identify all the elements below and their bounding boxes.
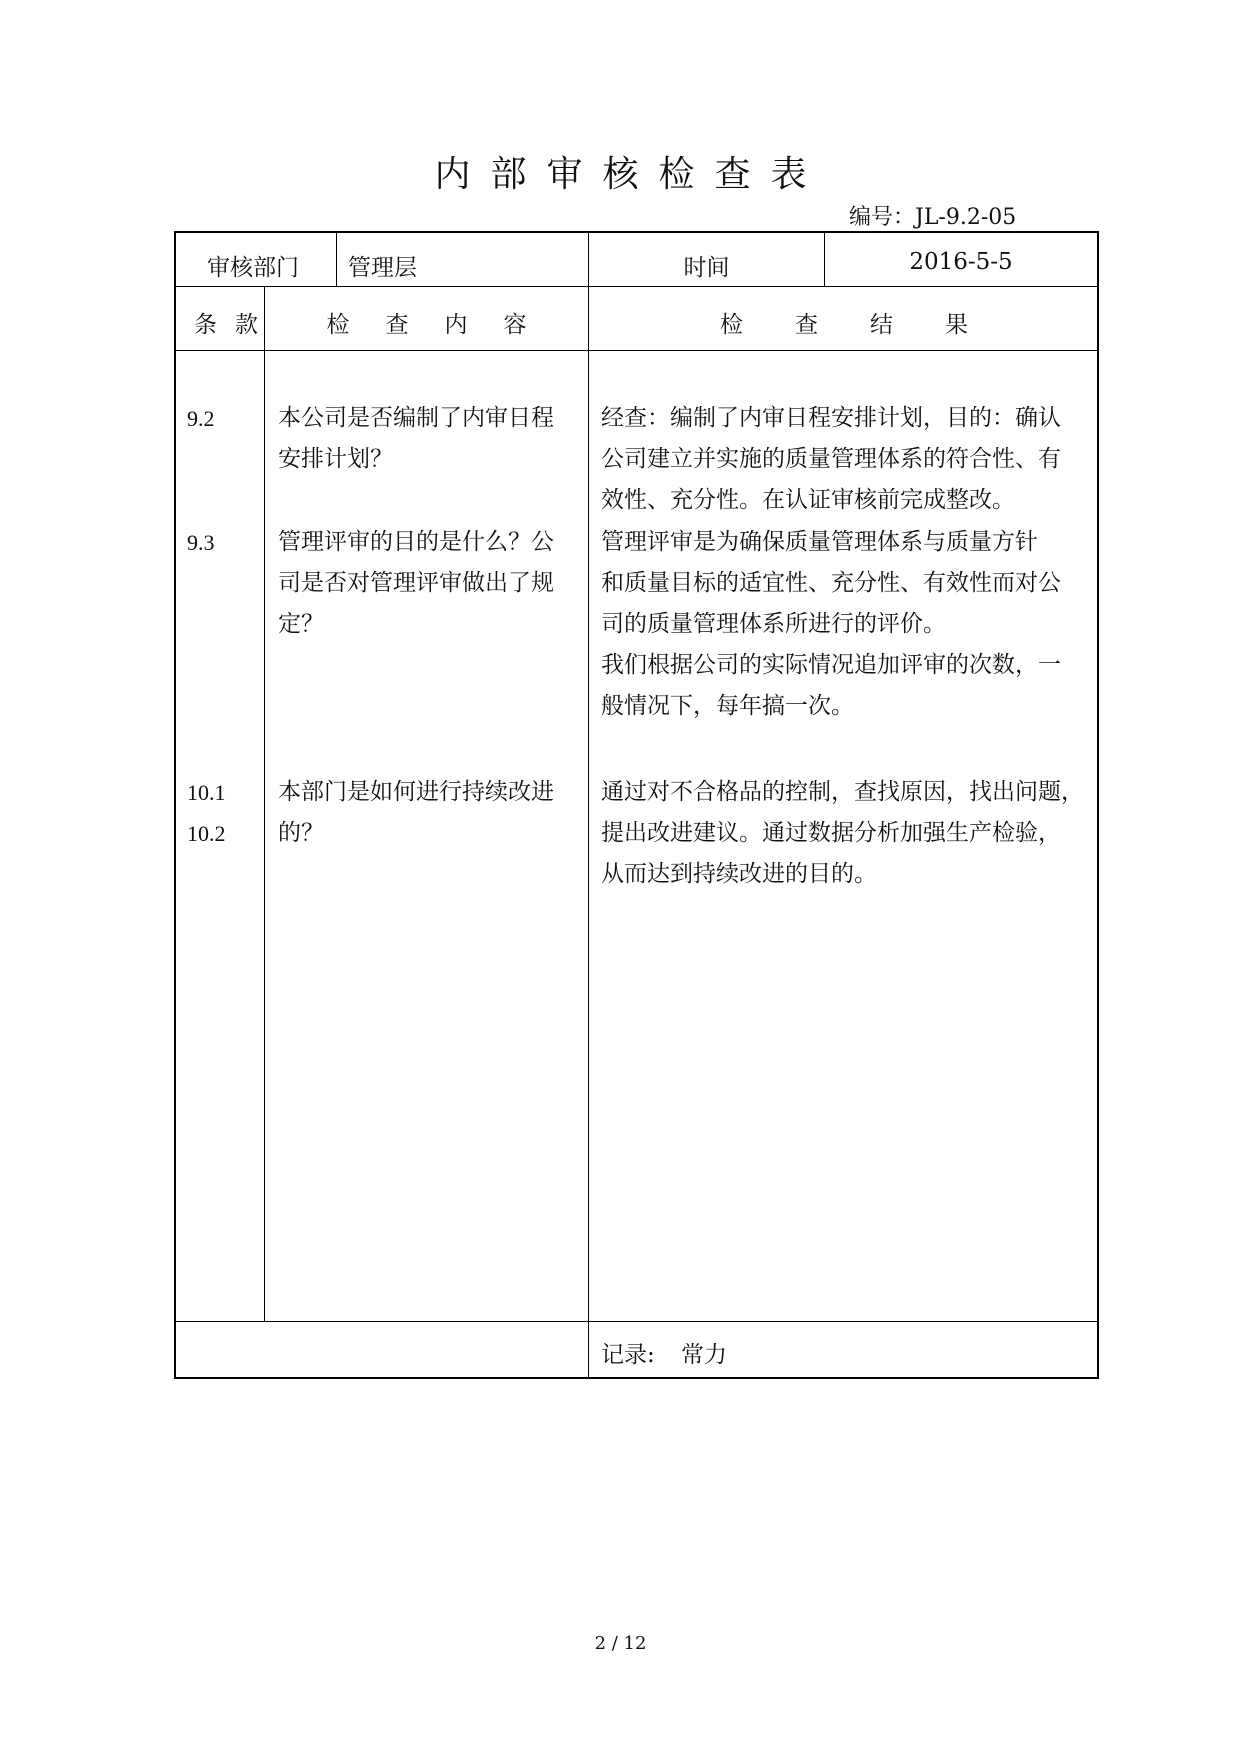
clause-divider [264,286,265,1321]
page-number: 2 / 12 [594,1633,647,1654]
column-header-divider [174,350,1099,351]
header-row-divider [174,286,1099,287]
middle-divider [588,231,589,1379]
result-header: 检查结果 [720,312,1020,338]
document-title: 内部审核检查表 [434,154,827,195]
clause-number: 9.2 [187,406,215,431]
record-row-divider [174,1321,1099,1322]
check-question: 管理评审的目的是什么？公 司是否对管理评审做出了规 定？ [278,529,554,637]
check-result: 通过对不合格品的控制，查找原因，找出问题， 提出改进建议。通过数据分析加强生产检验， 从而达到持续改进的目的。 [601,779,1084,887]
check-result: 管理评审是为确保质量管理体系与质量方针 和质量目标的适宜性、充分性、有效性而对公 司的质量管理体系所进行的评价。 我们根据公司的实际情况追加评审的次数，一 般情况下，每年搞一次。 [601,529,1061,719]
recorder-name: 常力 [681,1342,727,1368]
record-label: 记录: [601,1342,655,1368]
dept-label-divider [336,231,337,286]
clause-number: 10.2 [187,821,226,846]
dept-label: 审核部门 [207,255,299,281]
clause-header: 条款 [194,312,276,338]
check-result: 经查：编制了内审日程安排计划，目的：确认 公司建立并实施的质量管理体系的符合性、有 效性、充分性。在认证审核前完成整改。 [601,405,1061,513]
time-value: 2016-5-5 [909,249,1013,275]
check-question: 本公司是否编制了内审日程 安排计划？ [278,405,554,472]
dept-value: 管理层 [348,255,417,281]
check-question: 本部门是如何进行持续改进 的？ [278,779,554,846]
clause-number: 9.3 [187,530,215,555]
time-label: 时间 [683,255,730,281]
clause-number: 10.1 [187,780,226,805]
document-number: 编号：JL-9.2-05 [849,205,1017,230]
content-header: 检查内容 [326,312,563,338]
